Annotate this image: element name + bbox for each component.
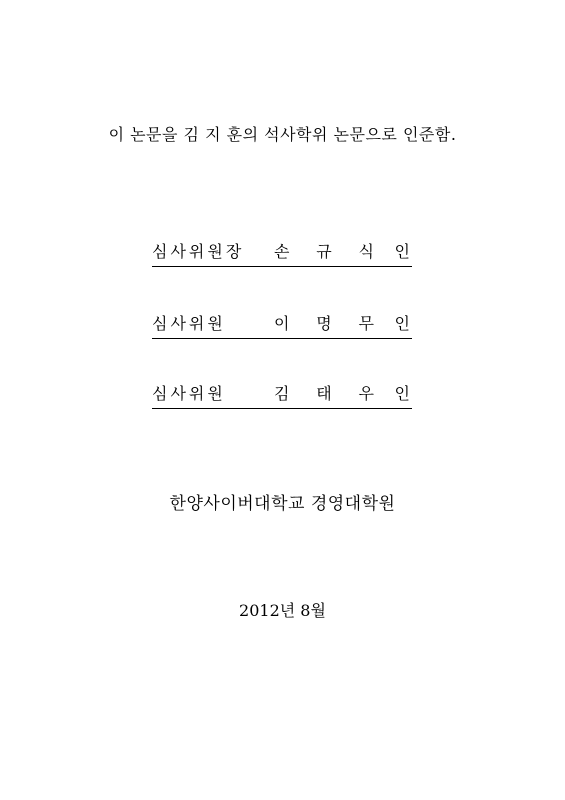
name-char: 무	[358, 314, 374, 333]
committee-member-name	[274, 381, 374, 404]
committee-member-name	[274, 311, 374, 334]
committee-member-row	[152, 312, 412, 339]
committee-role: 심사위원장	[152, 242, 245, 261]
approval-statement: 이 논문을 김 지 훈의 석사학위 논문으로 인준함.	[108, 125, 457, 144]
committee-member-name	[274, 239, 374, 262]
name-char: 손	[274, 242, 290, 261]
name-char: 태	[316, 384, 332, 403]
name-char: 식	[358, 242, 374, 261]
name-char: 규	[316, 242, 332, 261]
seal-mark: 인	[394, 384, 410, 403]
institution-name: 한양사이버대학교 경영대학원	[169, 494, 396, 514]
seal-mark: 인	[394, 242, 410, 261]
name-char: 우	[358, 384, 374, 403]
approval-date: 2012년 8월	[239, 601, 326, 620]
committee-role: 심사위원	[152, 384, 226, 403]
seal-mark: 인	[394, 314, 410, 333]
name-char: 김	[274, 384, 290, 403]
committee-role: 심사위원	[152, 314, 226, 333]
committee-chair-row	[152, 240, 412, 267]
committee-member-row	[152, 382, 412, 409]
name-char: 명	[316, 314, 332, 333]
name-char: 이	[274, 314, 290, 333]
